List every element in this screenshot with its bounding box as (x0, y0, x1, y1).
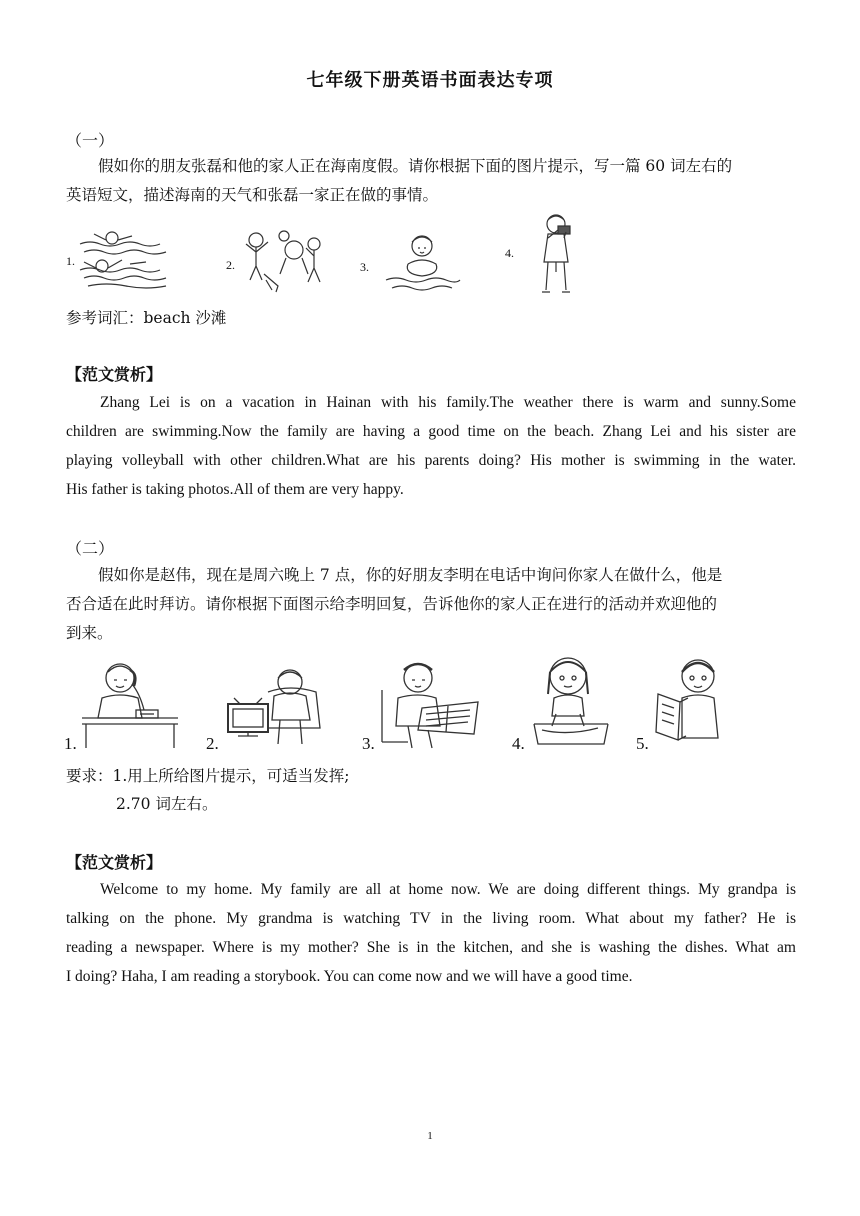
father-newspaper-icon (378, 656, 486, 750)
section2-label: （二） (66, 539, 115, 558)
section1-sample-line: children are swimming.Now the family are having a good time on the beach. Zhang Lei and his sister are (66, 423, 796, 440)
s1-picture-4-number: 4. (505, 246, 514, 260)
father-taking-photo-icon (532, 212, 580, 296)
grandma-tv-icon (224, 656, 324, 750)
section1-sample-line: Zhang Lei is on a vacation in Hainan with his family.The weather there is warm and sunny.Some (100, 394, 796, 411)
s1-picture-2-number: 2. (226, 258, 235, 272)
s2-picture-5-number: 5. (636, 734, 649, 753)
volleyball-players-icon (236, 228, 328, 294)
s1-picture-3-number: 3. (360, 260, 369, 274)
s2-picture-3-number: 3. (362, 734, 375, 753)
section2-prompt-line1: 假如你是赵伟，现在是周六晚上 7 点，你的好朋友李明在电话中询问你家人在做什么，他是 (98, 566, 723, 584)
section1-sample-line: playing volleyball with other children.What are his parents doing? His mother is swimming in the water. (66, 452, 796, 469)
swimming-children-icon (76, 226, 172, 292)
section2-sample-heading: 【范文赏析】 (66, 853, 163, 872)
mother-swimming-icon (382, 232, 462, 294)
section1-prompt (66, 152, 796, 210)
section1-label: （一） (66, 131, 115, 150)
boy-storybook-icon (654, 652, 730, 748)
section1-prompt-line1: 假如你的朋友张磊和他的家人正在海南度假。请你根据下面的图片提示，写一篇 60 词左右的 (98, 157, 733, 175)
section2-prompt-line3: 到来。 (66, 624, 113, 642)
section2-sample-line: Welcome to my home. My family are all at home now. We are doing different things. My grandpa is (100, 881, 796, 898)
section2-prompt (66, 561, 796, 648)
section1-sample-heading: 【范文赏析】 (66, 365, 163, 384)
page-title: 七年级下册英语书面表达专项 (306, 70, 554, 91)
s2-picture-1-number: 1. (64, 734, 77, 753)
section1-sample-line: His father is taking photos.All of them are very happy. (66, 481, 404, 498)
s2-picture-4-number: 4. (512, 734, 525, 753)
page-number: 1 (427, 1130, 433, 1142)
grandpa-phone-icon (80, 654, 180, 750)
section2-sample-line: reading a newspaper. Where is my mother? She is in the kitchen, and she is washing the dishes. What am (66, 939, 796, 956)
section2-requirement-2: 2.70 词左右。 (116, 795, 218, 813)
section2-sample-line: I doing? Haha, I am reading a storybook. You can come now and we will have a good time. (66, 968, 633, 985)
section2-prompt-line2: 否合适在此时拜访。请你根据下面图示给李明回复，告诉他你的家人正在进行的活动并欢迎他的 (66, 595, 718, 613)
mother-dishes-icon (532, 650, 610, 750)
section1-vocab (66, 306, 226, 328)
vocab-text: 参考词汇：beach 沙滩 (66, 309, 227, 327)
section1-sample-text (66, 388, 796, 504)
s1-picture-1-number: 1. (66, 254, 75, 268)
section2-requirement-1: 要求：1.用上所给图片提示，可适当发挥; (66, 767, 350, 785)
s2-picture-2-number: 2. (206, 734, 219, 753)
section1-prompt-line2: 英语短文，描述海南的天气和张磊一家正在做的事情。 (66, 186, 439, 204)
section2-sample-line: talking on the phone. My grandma is watching TV in the living room. What about my father? He is (66, 910, 796, 927)
section2-sample-text (66, 875, 796, 991)
